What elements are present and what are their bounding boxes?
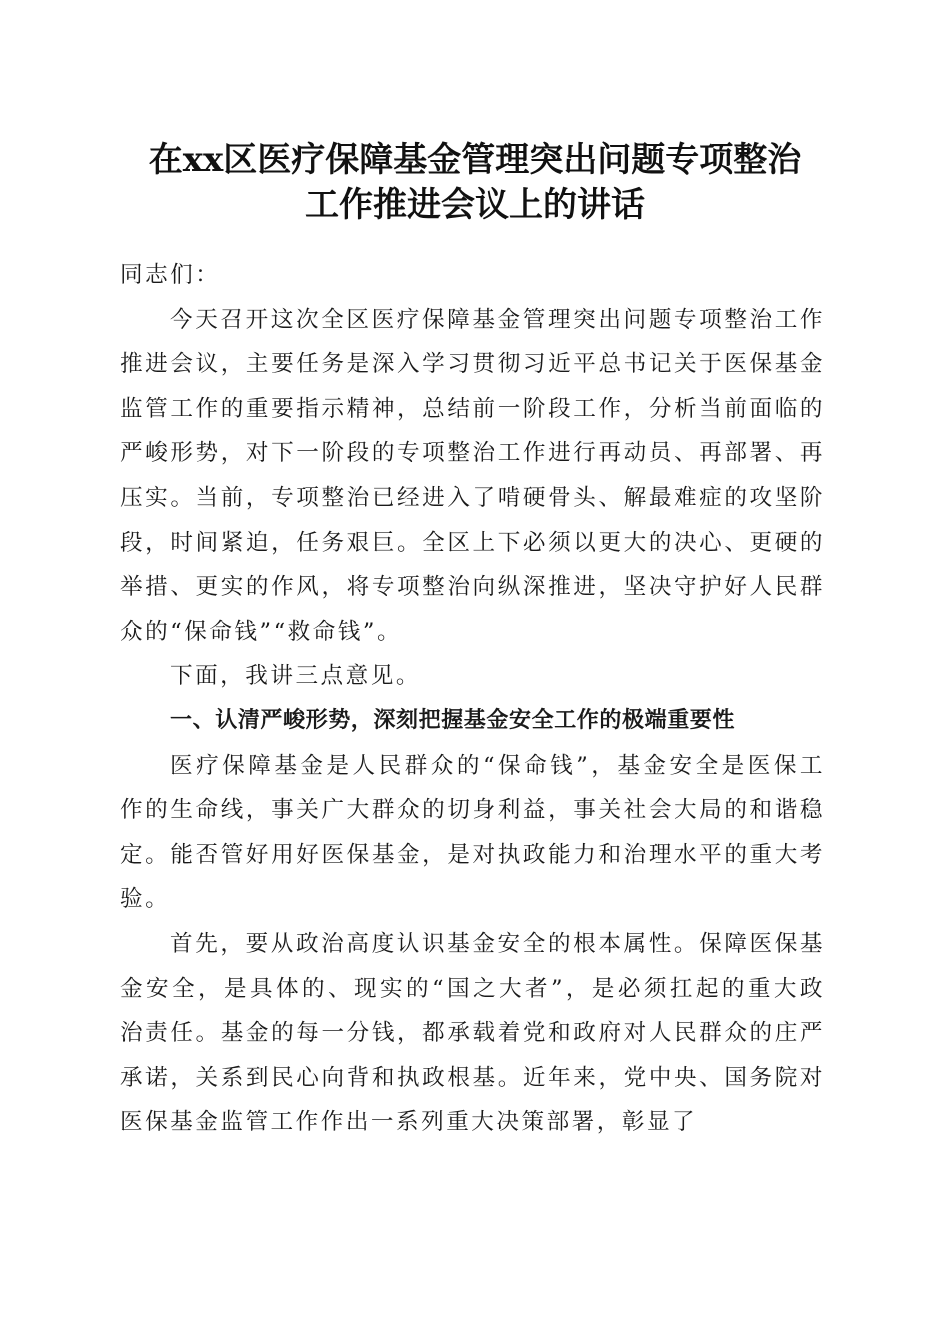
paragraph-section1-2: 首先，要从政治高度认识基金安全的根本属性。保障医保基金安全，是具体的、现实的“国之大者”，是必须扛起的重大政治责任。基金的每一分钱，都承载着党和政府对人民群众的庄严承诺，关系到民心向背和执政根基。近年来，党中央、国务院对医保基金监管工作作出一系列重大决策部署，彰显了 bbox=[120, 930, 825, 1136]
salutation: 同志们： bbox=[120, 262, 221, 288]
paragraph-section1-1: 医疗保障基金是人民群众的“保命钱”，基金安全是医保工作的生命线，事关广大群众的切身利益，事关社会大局的和谐稳定。能否管好用好医保基金，是对执政能力和治理水平的重大考验。 bbox=[120, 752, 825, 913]
document-title-line-2: 工作推进会议上的讲话 bbox=[305, 185, 645, 225]
paragraph-opening: 今天召开这次全区医疗保障基金管理突出问题专项整治工作推进会议，主要任务是深入学习贯彻习近平总书记关于医保基金监管工作的重要指示精神，总结前一阶段工作，分析当前面临的严峻形势，对下一阶段的专项整治工作进行再动员、再部署、再压实。当前，专项整治已经进入了啃硬骨头、解最难症的攻坚阶段，时间紧迫，任务艰巨。全区上下必须以更大的决心、更硬的举措、更实的作风，将专项整治向纵深推进，坚决守护好人民群众的“保命钱”“救命钱”。 bbox=[120, 306, 825, 645]
paragraph-outline: 下面，我讲三点意见。 bbox=[170, 663, 421, 690]
section-heading-1: 一、认清严峻形势，深刻把握基金安全工作的极端重要性 bbox=[170, 707, 736, 733]
document-title-line-1: 在xx区医疗保障基金管理突出问题专项整治 bbox=[148, 140, 802, 180]
document-body bbox=[120, 253, 825, 1145]
